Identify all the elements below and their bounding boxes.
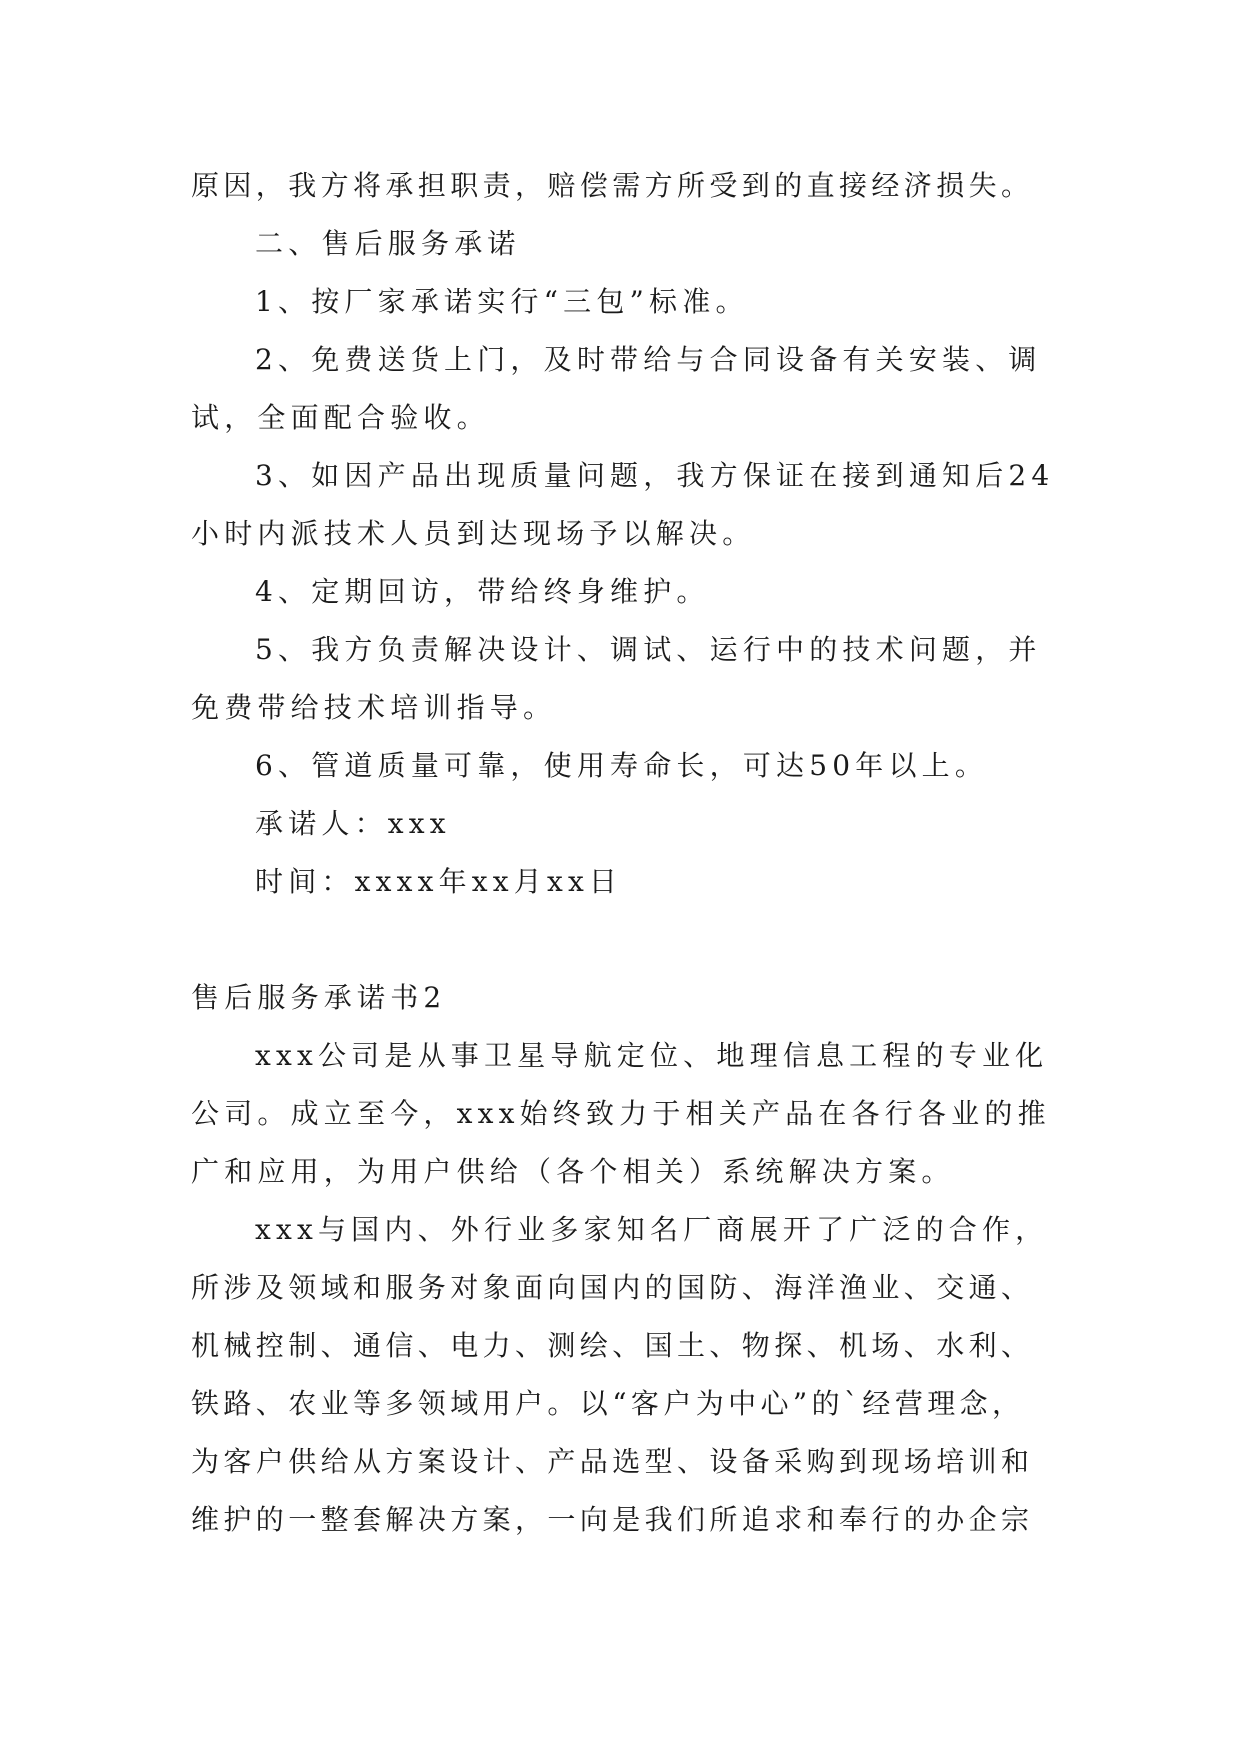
- paragraph-line: 维护的一整套解决方案，一向是我们所追求和奉行的办企宗: [191, 1503, 1034, 1536]
- paragraph-line: 原因，我方将承担职责，赔偿需方所受到的直接经济损失。: [191, 169, 1034, 202]
- paragraph-line: 铁路、农业等多领域用户。以“客户为中心”的`经营理念，: [191, 1387, 1025, 1420]
- paragraph-line: xxx公司是从事卫星导航定位、地理信息工程的专业化: [255, 1039, 1049, 1072]
- list-item: 2、免费送货上门，及时带给与合同设备有关安装、调: [255, 343, 1042, 376]
- paragraph-line: xxx与国内、外行业多家知名厂商展开了广泛的合作，: [255, 1213, 1049, 1246]
- paragraph-line: 为客户供给从方案设计、产品选型、设备采购到现场培训和: [191, 1445, 1034, 1478]
- list-item: 6、管道质量可靠，使用寿命长，可达50年以上。: [255, 749, 989, 782]
- list-item: 5、我方负责解决设计、调试、运行中的技术问题，并: [255, 633, 1042, 666]
- paragraph-line: 免费带给技术培训指导。: [191, 691, 557, 724]
- list-item: 4、定期回访，带给终身维护。: [255, 575, 710, 608]
- list-item: 1、按厂家承诺实行“三包”标准。: [255, 285, 749, 318]
- signatory-line: 承诺人：xxx: [255, 807, 451, 840]
- section-heading: 二、售后服务承诺: [255, 227, 521, 260]
- list-item: 3、如因产品出现质量问题，我方保证在接到通知后24: [255, 459, 1055, 492]
- paragraph-line: 所涉及领域和服务对象面向国内的国防、海洋渔业、交通、: [191, 1271, 1034, 1304]
- paragraph-line: 机械控制、通信、电力、测绘、国土、物探、机场、水利、: [191, 1329, 1034, 1362]
- paragraph-line: 公司。成立至今，xxx始终致力于相关产品在各行各业的推: [191, 1097, 1051, 1130]
- paragraph-line: 广和应用，为用户供给（各个相关）系统解决方案。: [191, 1155, 955, 1188]
- document-title: 售后服务承诺书2: [191, 981, 447, 1014]
- paragraph-line: 小时内派技术人员到达现场予以解决。: [191, 517, 756, 550]
- date-line: 时间：xxxx年xx月xx日: [255, 865, 623, 898]
- paragraph-line: 试，全面配合验收。: [191, 401, 490, 434]
